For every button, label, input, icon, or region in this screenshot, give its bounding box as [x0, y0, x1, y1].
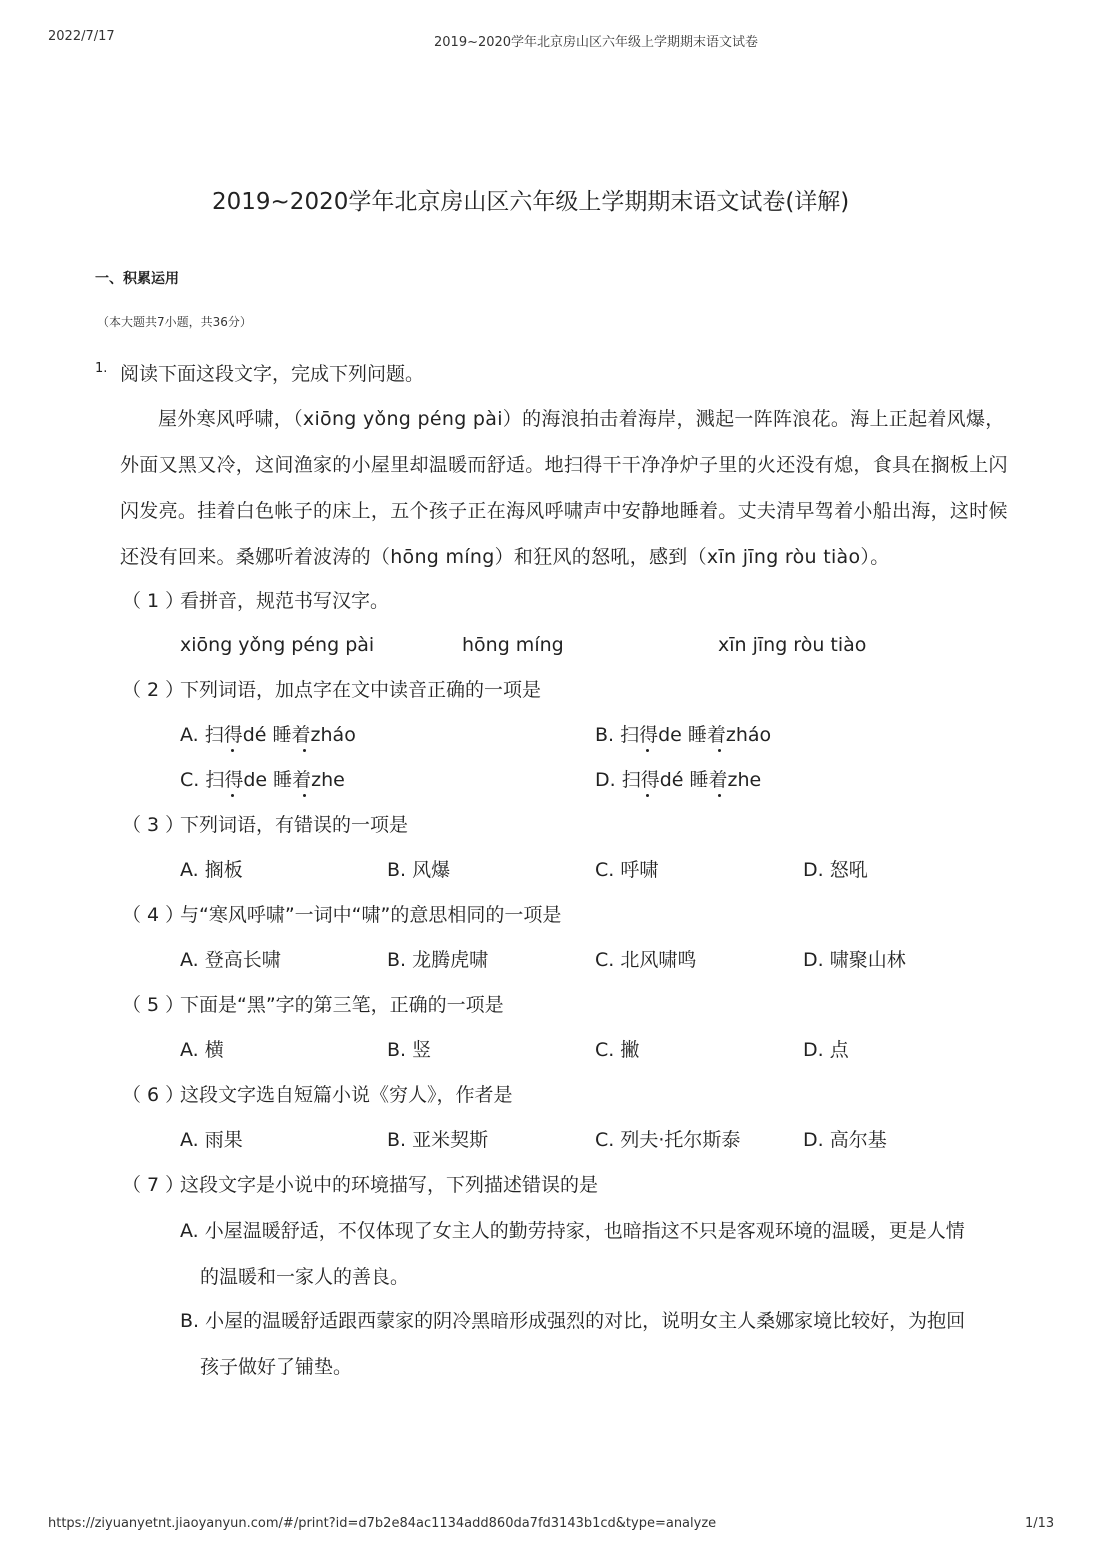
emphasis-dot — [718, 749, 721, 752]
option-d: D. 怒吼 — [803, 859, 868, 881]
option-d: D. 啸聚山林 — [803, 949, 906, 971]
option-b: B. 风爆 — [387, 859, 451, 881]
section-note: （本大题共7小题，共36分） — [97, 315, 252, 329]
option-a: A. 登高长啸 — [180, 949, 281, 971]
option-d: D. 点 — [803, 1039, 849, 1061]
option-b-line-1: B. 小屋的温暖舒适跟西蒙家的阴冷黑暗形成强烈的对比，说明女主人桑娜家境比较好，为抱回 — [180, 1310, 966, 1332]
sub-question-number: （ 6 ） — [122, 1084, 185, 1106]
sub-question-text: 这段文字是小说中的环境描写，下列描述错误的是 — [180, 1174, 599, 1196]
option-b: B. 扫得de 睡着zháo — [595, 724, 772, 746]
option-b-line-2: 孩子做好了铺垫。 — [200, 1356, 353, 1378]
emphasis-dot — [646, 749, 649, 752]
option-d: D. 高尔基 — [803, 1129, 887, 1151]
footer-url: https://ziyuanyetnt.jiaoyanyun.com/#/print?id=d7b2e84ac1134add860da7fd3143b1cd&type=analyze — [48, 1516, 717, 1531]
sub-question-number: （ 2 ） — [122, 679, 185, 701]
option-b — [180, 1298, 1010, 1390]
pinyin-item: xīn jīng ròu tiào — [718, 634, 867, 656]
emphasis-dot — [646, 794, 649, 797]
section-heading: 一、积累运用 — [95, 271, 179, 287]
emphasis-dot — [718, 794, 721, 797]
page-title: 2019~2020学年北京房山区六年级上学期期末语文试卷(详解) — [212, 189, 850, 215]
emphasis-dot — [303, 749, 306, 752]
pinyin-item: hōng míng — [462, 634, 564, 656]
emphasis-dot — [303, 794, 306, 797]
sub-question-text: 下列词语，加点字在文中读音正确的一项是 — [180, 679, 542, 701]
sub-question-number: （ 1 ） — [122, 590, 185, 612]
sub-question-number: （ 4 ） — [122, 904, 185, 926]
option-b: B. 亚米契斯 — [387, 1129, 489, 1151]
sub-question-number: （ 3 ） — [122, 814, 185, 836]
option-c: C. 呼啸 — [595, 859, 659, 881]
option-a-line-2: 的温暖和一家人的善良。 — [200, 1266, 410, 1288]
sub-question-text: 这段文字选自短篇小说《穷人》，作者是 — [180, 1084, 513, 1106]
option-a: A. 横 — [180, 1039, 224, 1061]
sub-question-text: 下列词语，有错误的一项是 — [180, 814, 409, 836]
emphasis-dot — [231, 749, 234, 752]
option-a: A. 雨果 — [180, 1129, 243, 1151]
page-number: 1/13 — [1025, 1516, 1055, 1531]
option-c: C. 列夫·托尔斯泰 — [595, 1129, 741, 1151]
option-a: A. 搁板 — [180, 859, 243, 881]
option-d: D. 扫得dé 睡着zhe — [595, 769, 762, 791]
question-prompt: 阅读下面这段文字，完成下列问题。 — [120, 363, 425, 385]
reading-passage: 屋外寒风呼啸，（xiōng yǒng péng pài）的海浪拍击着海岸，溅起一阵阵浪花。海上正起着风爆，外面又黑又冷，这间渔家的小屋里却温暖而舒适。地扫得干干净净炉子里的火还没有熄，食具在搁板上闪闪发亮。挂着白色帐子的床上，五个孩子正在海风呼啸声中安静地睡着。丈夫清早驾着小船出海，这时候还没有回来。桑娜听着波涛的（hōng míng）和狂风的怒吼，感到（xīn jīng ròu tiào）。 — [120, 408, 1008, 568]
option-b: B. 竖 — [387, 1039, 432, 1061]
option-a-line-1: A. 小屋温暖舒适，不仅体现了女主人的勤劳持家，也暗指这不只是客观环境的温暖，更是人情 — [180, 1220, 965, 1242]
print-date: 2022/7/17 — [48, 29, 115, 44]
option-c: C. 扫得de 睡着zhe — [180, 769, 345, 791]
pinyin-item: xiōng yǒng péng pài — [180, 634, 375, 656]
print-header-title: 2019~2020学年北京房山区六年级上学期期末语文试卷 — [434, 35, 759, 50]
emphasis-dot — [231, 794, 234, 797]
sub-question-text: 与“寒风呼啸”一词中“啸”的意思相同的一项是 — [180, 904, 562, 926]
option-c: C. 北风啸鸣 — [595, 949, 697, 971]
option-c: C. 撇 — [595, 1039, 640, 1061]
option-a — [180, 1208, 1010, 1300]
sub-question-number: （ 7 ） — [122, 1174, 185, 1196]
sub-question-number: （ 5 ） — [122, 994, 185, 1016]
sub-question-text: 看拼音，规范书写汉字。 — [180, 590, 390, 612]
option-a: A. 扫得dé 睡着zháo — [180, 724, 356, 746]
option-b: B. 龙腾虎啸 — [387, 949, 489, 971]
sub-question-text: 下面是“黑”字的第三笔，正确的一项是 — [180, 994, 504, 1016]
question-number: 1. — [95, 361, 108, 376]
